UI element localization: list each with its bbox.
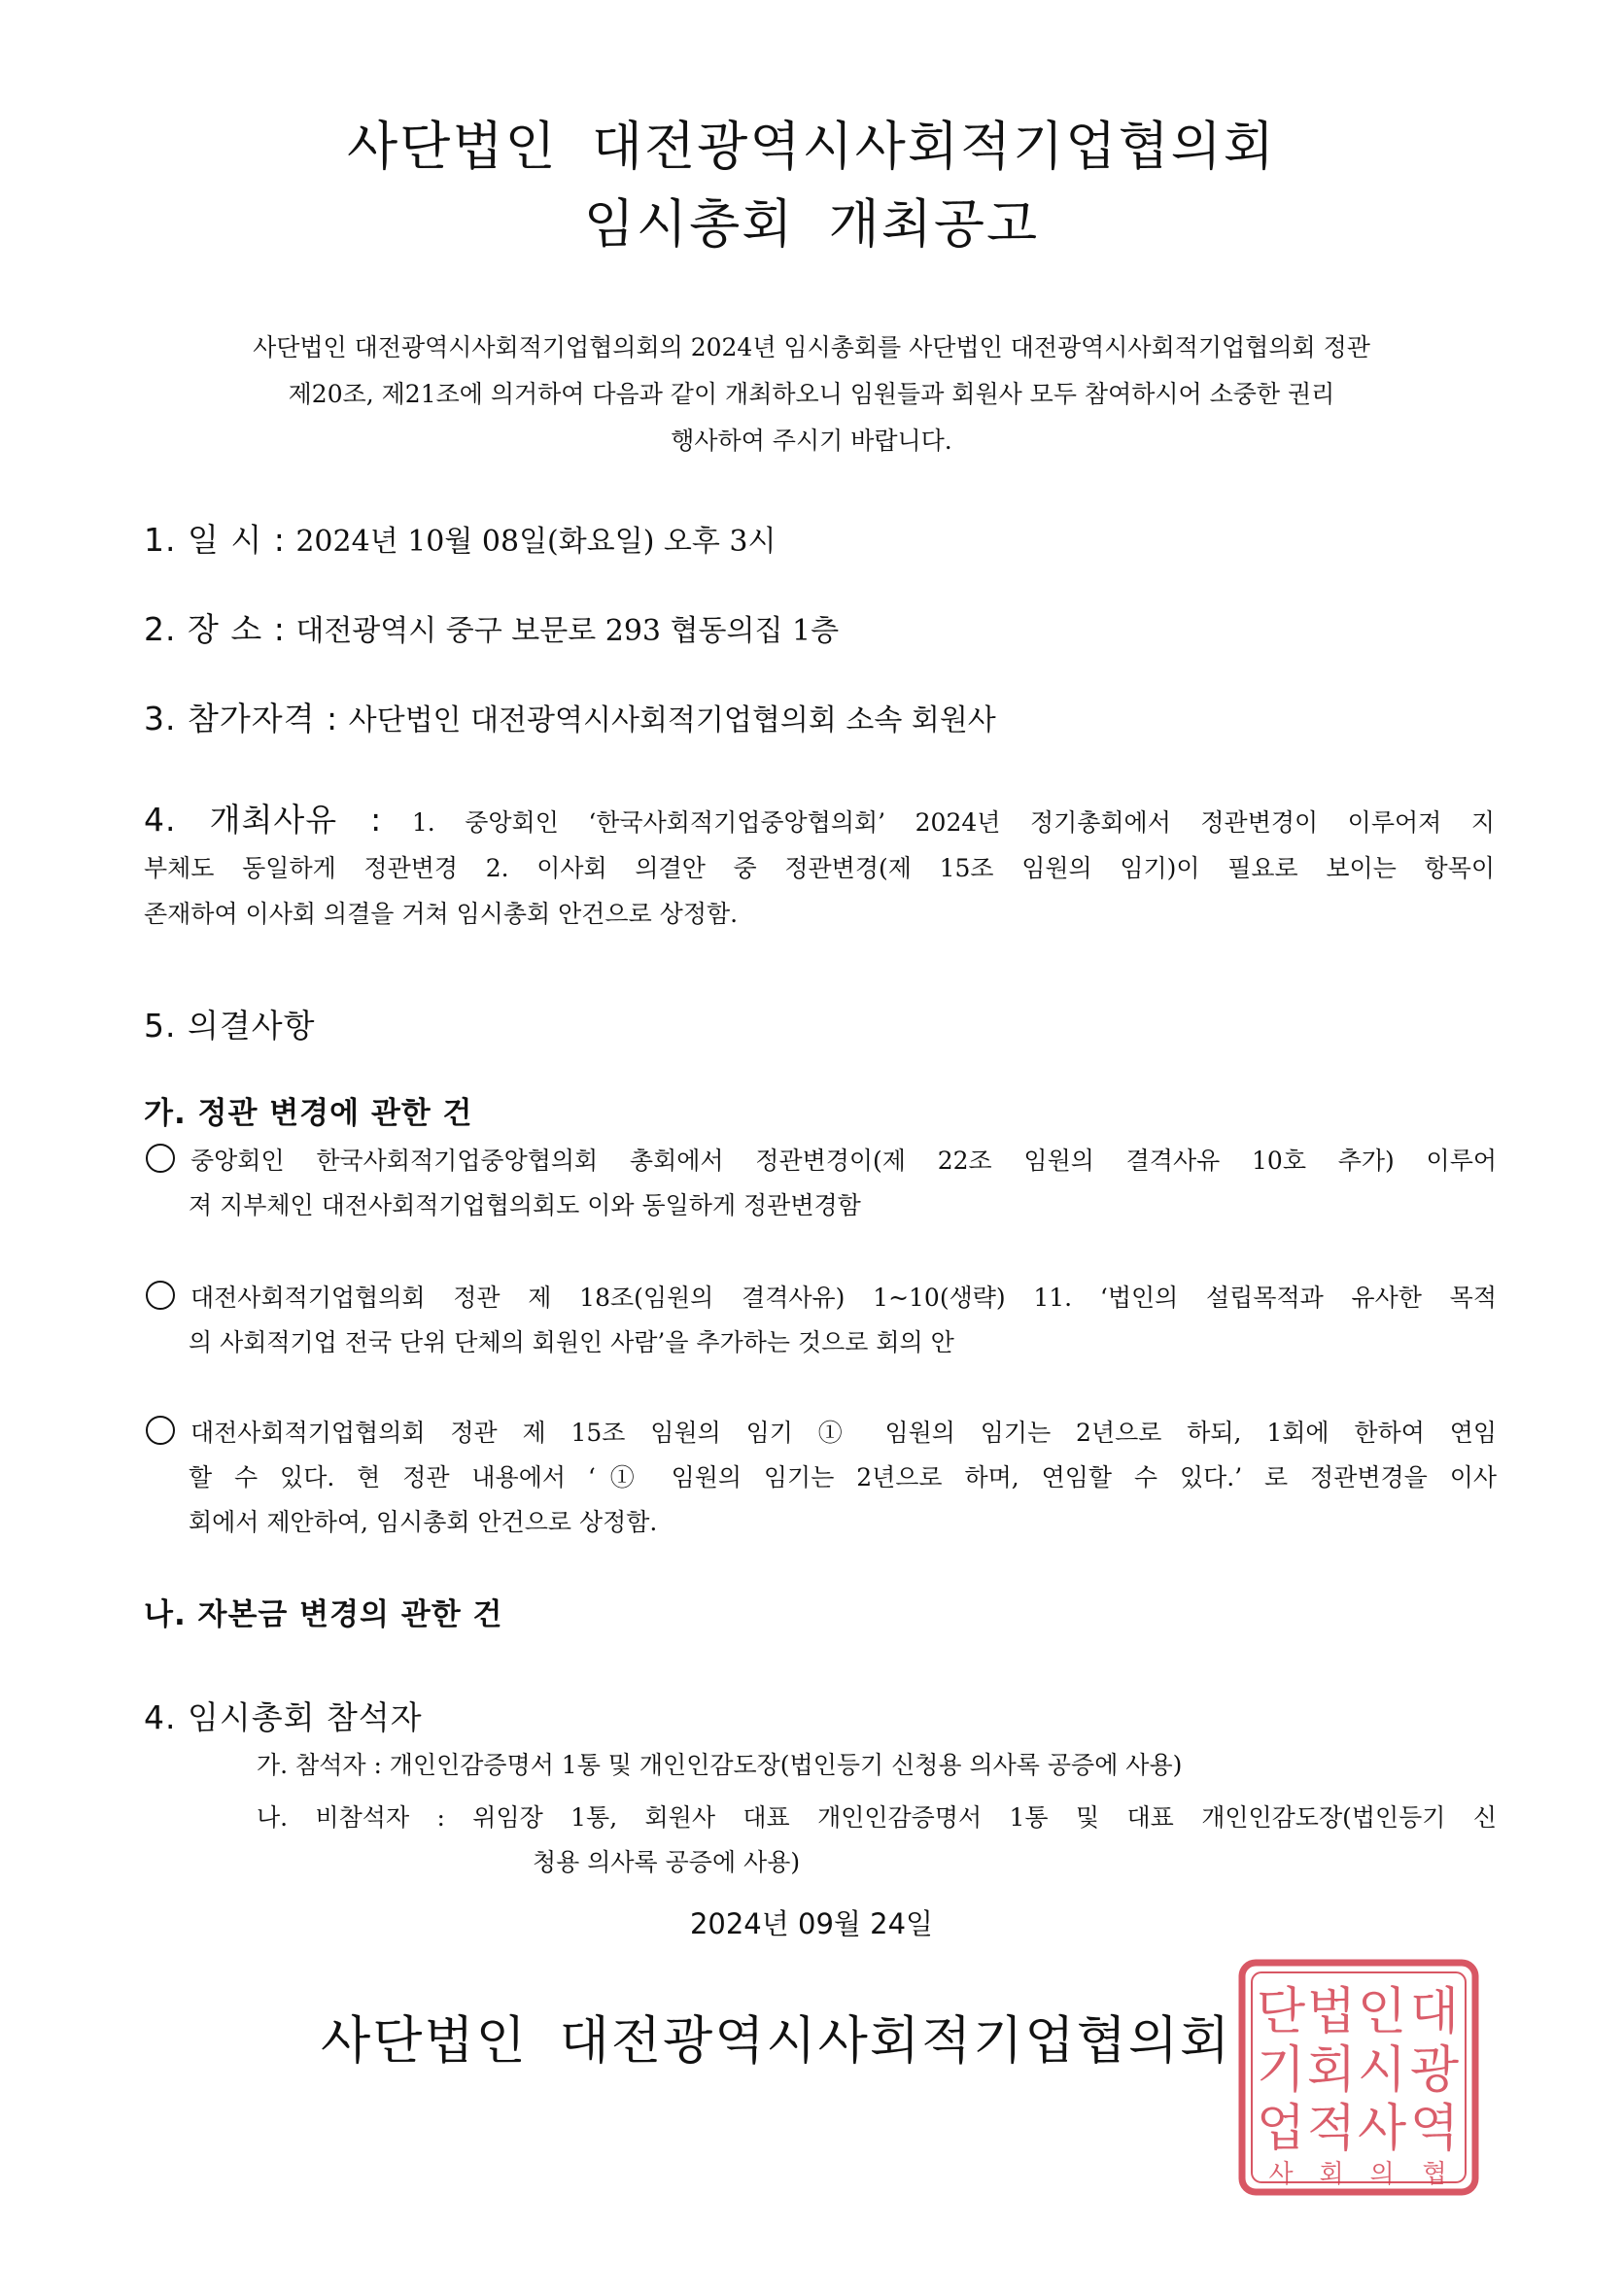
notice-date: 2024년 09월 24일: [689, 1907, 934, 1940]
circle-bullet-icon: [146, 1144, 175, 1173]
attendees-heading: [144, 1693, 423, 1738]
attendees-heading-text: 4. 임시총회 참석자: [144, 1698, 423, 1736]
bullet-item: [146, 1276, 1497, 1365]
bullet-line: 져 지부체인 대전사회적기업협의회도 이와 동일하게 정관변경함: [189, 1191, 861, 1219]
svg-text:회: 회: [1319, 2160, 1344, 2189]
intro-line: 사단법인 대전광역시사회적기업협의회의 2024년 임시총회를 사단법인 대전광역시사회적기업협의회 정관: [253, 333, 1370, 361]
svg-text:의: 의: [1369, 2160, 1395, 2189]
bullet-item: [146, 1411, 1497, 1545]
section-a-heading: 가. 정관 변경에 관한 건: [144, 1096, 473, 1131]
item-eligibility: [144, 694, 996, 739]
svg-text:협: 협: [1422, 2160, 1447, 2189]
bullet-item: [146, 1139, 1497, 1228]
item-place-value: 대전광역시 중구 보문로 293 협동의집 1층: [295, 614, 840, 648]
svg-text:대: 대: [1409, 1983, 1460, 2041]
svg-text:사: 사: [1268, 2160, 1294, 2189]
organization-name: 사단법인 대전광역시사회적기업협의회: [321, 2011, 1232, 2071]
svg-text:사: 사: [1357, 2100, 1407, 2158]
bullet-line: 할 수 있다. 현 정관 내용에서 ‘① 임원의 임기는 2년으로 하며, 연임할 수 있다.’ 로 정관변경을 이사: [189, 1463, 1497, 1491]
item-datetime-label: 1. 일 시 :: [144, 521, 286, 559]
attendees-line: 나. 비참석자 : 위임장 1통, 회원사 대표 개인인감증명서 1통 및 대표 개인인감도장(법인등기 신: [257, 1803, 1497, 1832]
bullet-line: 회에서 제안하여, 임시총회 안건으로 상정함.: [189, 1508, 658, 1536]
section-b-heading: 나. 자본금 변경의 관한 건: [144, 1597, 503, 1632]
bullet-line: 의 사회적기업 전국 단위 단체의 회원인 사람’을 추가하는 것으로 회의 안: [189, 1328, 954, 1356]
bullet-text: 대전사회적기업협의회 정관 제 18조(임원의 결격사유) 1~10(생략) 11. ‘법인의 설립목적과 유사한 목적: [190, 1284, 1497, 1312]
attendees-line: 청용 의사록 공증에 사용): [533, 1848, 801, 1876]
bullet-line: [146, 1411, 1497, 1456]
intro-line: 행사하여 주시기 바랍니다.: [671, 427, 952, 455]
reason-line: 부체도 동일하게 정관변경 2. 이사회 의결안 중 정관변경(제 15조 임원의 임기)이 필요로 보이는 항목이: [144, 854, 1495, 882]
svg-text:적: 적: [1306, 2100, 1357, 2158]
item-eligibility-label: 3. 참가자격 :: [144, 700, 339, 737]
svg-text:시: 시: [1357, 2041, 1407, 2100]
official-seal-graphic: [1236, 1957, 1481, 2198]
official-seal: [1236, 1957, 1481, 2198]
svg-text:단: 단: [1256, 1983, 1306, 2041]
item-resolution: [144, 1001, 316, 1046]
svg-text:광: 광: [1409, 2041, 1460, 2100]
document-title-line1: 사단법인 대전광역시사회적기업협의회: [347, 116, 1276, 177]
item-place: [144, 604, 839, 650]
reason-line: 존재하여 이사회 의결을 거쳐 임시총회 안건으로 상정함.: [144, 900, 739, 928]
bullet-line: [146, 1139, 1497, 1183]
item-reason-label: 4. 개최사유 :: [144, 801, 383, 839]
item-place-label: 2. 장 소 :: [144, 610, 286, 648]
bullet-text: 중앙회인 한국사회적기업중앙협의회 총회에서 정관변경이(제 22조 임원의 결격사유 10호 추가) 이루어: [190, 1147, 1497, 1175]
svg-text:회: 회: [1306, 2041, 1357, 2100]
svg-text:업: 업: [1256, 2100, 1306, 2158]
document-title-line2: 임시총회 개최공고: [583, 193, 1040, 255]
bullet-text: 대전사회적기업협의회 정관 제 15조 임원의 임기 ① 임원의 임기는 2년으로 하되, 1회에 한하여 연임: [190, 1419, 1497, 1447]
intro-line: 제20조, 제21조에 의거하여 다음과 같이 개최하오니 임원들과 회원사 모두 참여하시어 소중한 권리: [288, 380, 1335, 408]
svg-text:인: 인: [1357, 1983, 1407, 2041]
svg-text:역: 역: [1409, 2100, 1460, 2158]
item-datetime-value: 2024년 10월 08일(화요일) 오후 3시: [295, 525, 777, 559]
bullet-line: [146, 1276, 1497, 1320]
reason-line: [144, 797, 1495, 845]
svg-text:기: 기: [1256, 2041, 1306, 2100]
attendees-line: 가. 참석자 : 개인인감증명서 1통 및 개인인감도장(법인등기 신청용 의사록 공증에 사용): [257, 1751, 1183, 1779]
item-eligibility-value: 사단법인 대전광역시사회적기업협의회 소속 회원사: [348, 703, 996, 737]
circle-bullet-icon: [146, 1416, 175, 1445]
item-datetime: [144, 515, 777, 561]
svg-text:법: 법: [1306, 1983, 1357, 2041]
item-resolution-label: 5. 의결사항: [144, 1007, 316, 1045]
circle-bullet-icon: [146, 1281, 175, 1310]
item-reason: [144, 797, 1495, 937]
reason-text: 1. 중앙회인 ‘한국사회적기업중앙협의회’ 2024년 정기총회에서 정관변경이 이루어져 지: [411, 808, 1495, 837]
intro-paragraph: [146, 325, 1477, 464]
